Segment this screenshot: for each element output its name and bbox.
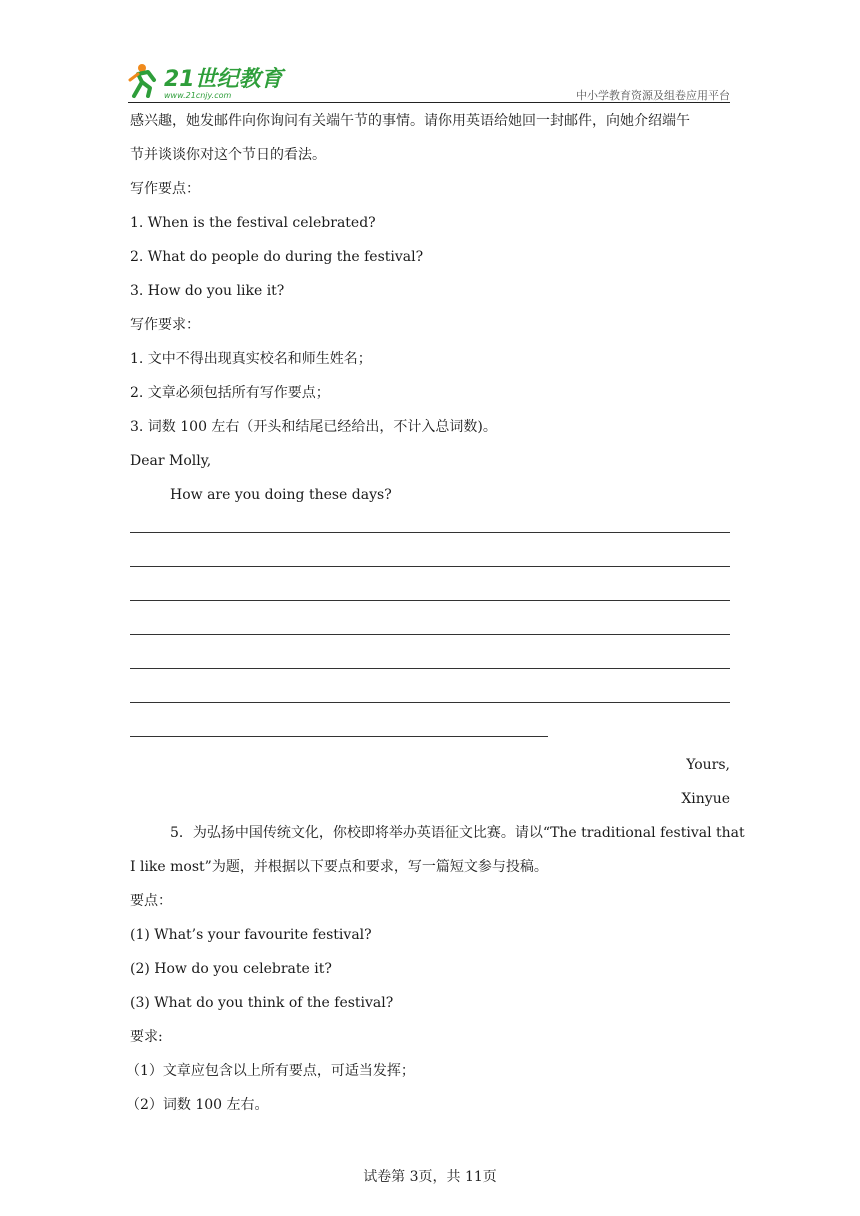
intro-line-2: 节并谈谈你对这个节日的看法。 [130,147,326,163]
q5-point-2: (2) How do you celebrate it? [130,961,332,977]
answer-line[interactable] [130,600,730,601]
page-header [128,60,730,104]
letter-closing: Yours, [686,757,730,773]
question-5-line-1: 5．为弘扬中国传统文化，你校即将举办英语征文比赛。请以“The traditional festival that [170,825,745,841]
logo-main-text: 21世纪教育 [164,67,283,92]
header-divider [128,102,730,103]
letter-signature: Xinyue [681,791,730,807]
requirements-title: 写作要求： [130,317,200,333]
requirement-1: 1. 文中不得出现真实校名和师生姓名； [130,351,372,367]
q5-requirement-2: （2）词数 100 左右。 [126,1097,269,1113]
logo-sub-text: www.21cnjy.com [164,91,232,100]
answer-line[interactable] [130,702,730,703]
point-1: 1. When is the festival celebrated? [130,215,376,231]
requirement-2: 2. 文章必须包括所有写作要点； [130,385,330,401]
letter-opening: How are you doing these days? [170,487,392,503]
points-title: 写作要点： [130,181,200,197]
page-number: 试卷第 3页，共 11页 [363,1169,497,1185]
intro-line-1: 感兴趣，她发邮件向你询问有关端午节的事情。请你用英语给她回一封邮件，向她介绍端午 [130,113,690,129]
platform-name: 中小学教育资源及组卷应用平台 [576,89,730,102]
answer-line[interactable] [130,736,548,737]
question-5-line-2: I like most”为题，并根据以下要点和要求，写一篇短文参与投稿。 [130,859,548,875]
q5-requirement-1: （1）文章应包含以上所有要点，可适当发挥； [126,1063,415,1079]
logo [128,60,288,102]
answer-line[interactable] [130,634,730,635]
answer-line[interactable] [130,532,730,533]
q5-points-title: 要点： [130,893,172,909]
salutation: Dear Molly, [130,453,212,469]
answer-line[interactable] [130,668,730,669]
answer-line[interactable] [130,566,730,567]
q5-point-1: (1) What’s your favourite festival? [130,927,372,943]
requirement-3: 3. 词数 100 左右（开头和结尾已经给出，不计入总词数)。 [130,419,497,435]
q5-point-3: (3) What do you think of the festival? [130,995,394,1011]
point-2: 2. What do people do during the festival? [130,249,424,265]
point-3: 3. How do you like it? [130,283,285,299]
q5-requirements-title: 要求: [130,1029,163,1045]
